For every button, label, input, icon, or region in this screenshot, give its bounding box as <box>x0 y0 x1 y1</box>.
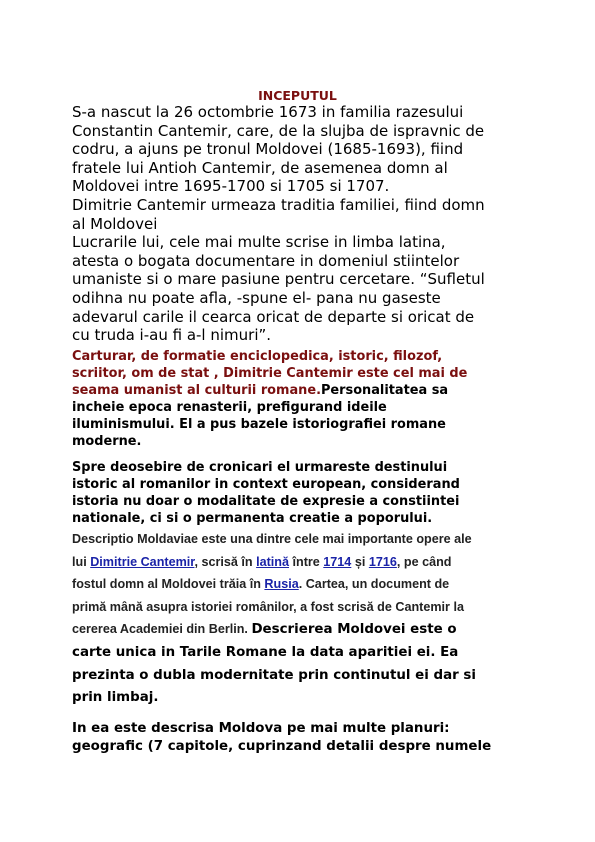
text-line: incheie epoca renasterii, prefigurand ideile <box>72 400 387 415</box>
text-line <box>72 551 532 574</box>
link-latina[interactable]: latină <box>256 554 289 569</box>
paragraph-destiny <box>72 459 532 527</box>
text-line: Lucrarile lui, cele mai multe scrise in limba latina, <box>72 233 446 252</box>
link-1716[interactable]: 1716 <box>368 554 397 569</box>
text-line: Spre deosebire de cronicari el urmareste destinului <box>72 460 448 475</box>
text-line: Descriptio Moldaviae este una dintre cele mai importante opere ale <box>72 532 472 546</box>
text-fragment: între <box>289 554 324 569</box>
text-line: istoric al romanilor in context european, considerand <box>72 477 460 492</box>
text-line: carte unica in Tarile Romane la data aparitiei ei. Ea <box>72 644 459 660</box>
text-line <box>72 382 532 399</box>
text-line: scriitor, om de stat , Dimitrie Cantemir este cel mai de <box>72 366 468 381</box>
text-line: istoria nu doar o modalitate de expresie a constiintei <box>72 494 460 509</box>
text-line: codru, a ajuns pe tronul Moldovei (1685-1693), fiind <box>72 140 464 159</box>
text-line: odihna nu poate afla, -spune el- pana nu gaseste <box>72 288 441 307</box>
text-line: iluminismului. El a pus bazele istoriografiei romane <box>72 417 446 432</box>
text-line: prin limbaj. <box>72 690 159 706</box>
text-fragment: Personalitatea sa <box>320 383 449 398</box>
text-fragment: . Cartea, un document de <box>298 577 450 592</box>
text-line: Carturar, de formatie enciclopedica, istoric, filozof, <box>72 349 443 364</box>
text-line: Moldovei intre 1695-1700 si 1705 si 1707. <box>72 177 390 196</box>
paragraph-biography <box>72 103 532 345</box>
text-line <box>72 573 532 596</box>
paragraph-descriptio <box>72 528 532 710</box>
text-fragment: cererea Academiei din Berlin. <box>72 622 252 637</box>
text-line: S-a nascut la 26 octombrie 1673 in familia razesului <box>72 103 464 121</box>
link-rusia[interactable]: Rusia <box>264 577 299 592</box>
text-line: al Moldovei <box>72 214 158 233</box>
text-line: cu truda i-au fi a-l nimuri”. <box>72 326 272 345</box>
text-line: atesta o bogata documentare in domeniul stiintelor <box>72 251 460 270</box>
text-line: adevarul carile il cearca oricat de departe si oricat de <box>72 307 475 326</box>
text-line: nationale, ci si o permanenta creatie a poporului. <box>72 511 433 526</box>
text-line: moderne. <box>72 434 142 449</box>
text-line: fratele lui Antioh Cantemir, de asemenea domn al <box>72 158 448 177</box>
text-fragment: fostul domn al Moldovei trăia în <box>72 577 265 592</box>
paragraph-description <box>72 720 532 756</box>
text-line: Dimitrie Cantemir urmeaza traditia familiei, fiind domn <box>72 195 485 214</box>
text-fragment: și <box>351 554 369 569</box>
text-line: Constantin Cantemir, care, de la slujba de ispravnic de <box>72 121 485 140</box>
text-line <box>72 618 532 642</box>
text-fragment: Descrierea Moldovei este o <box>251 622 457 638</box>
text-fragment: , scrisă în <box>194 554 257 569</box>
paragraph-scholar <box>72 348 532 450</box>
text-fragment: lui <box>72 554 91 569</box>
link-1714[interactable]: 1714 <box>323 554 352 569</box>
text-line: In ea este descrisa Moldova pe mai multe planuri: <box>72 721 450 736</box>
link-dimitrie-cantemir[interactable]: Dimitrie Cantemir <box>90 554 195 569</box>
text-line: geografic (7 capitole, cuprinzand detalii despre numele <box>72 739 492 754</box>
text-fragment: , pe când <box>396 554 452 569</box>
highlight-text: seama umanist al culturii romane. <box>72 383 321 398</box>
text-line: primă mână asupra istoriei românilor, a fost scrisă de Cantemir la <box>72 599 464 614</box>
text-line: prezinta o dubla modernitate prin continutul ei dar si <box>72 667 476 683</box>
page-title: INCEPUTUL <box>258 88 337 103</box>
text-line: umaniste si o mare pasiune pentru cercetare. “Sufletul <box>72 270 485 289</box>
